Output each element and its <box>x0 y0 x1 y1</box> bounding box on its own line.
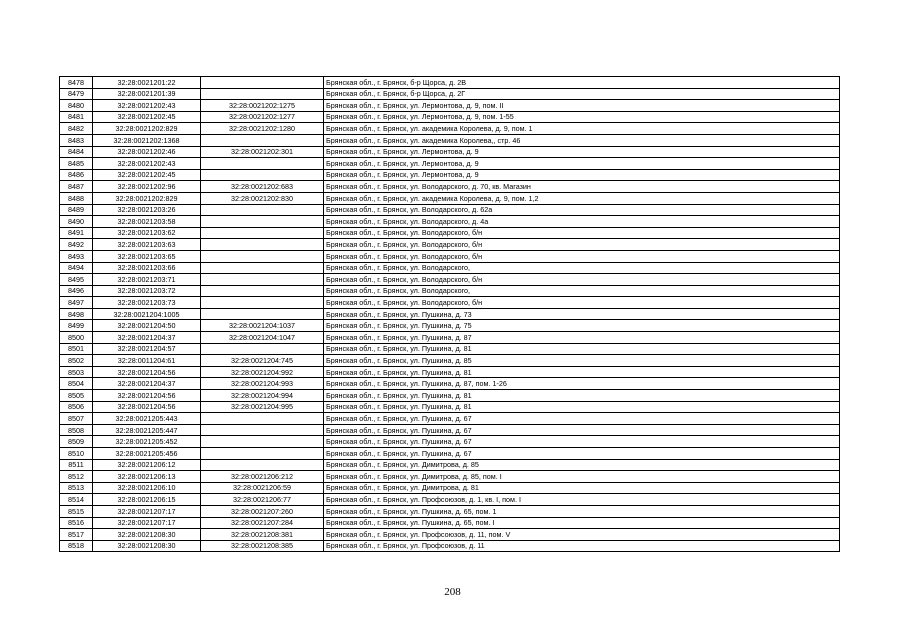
cadastral-number-cell: 32:28:0021204:37 <box>93 378 201 390</box>
cadastral-number-cell: 32:28:0021203:58 <box>93 216 201 228</box>
address-cell: Брянская обл., г. Брянск, ул. академика Королева,, стр. 46 <box>324 134 840 146</box>
cadastral-number-cell: 32:28:0021201:22 <box>93 77 201 89</box>
address-cell: Брянская обл., г. Брянск, ул. Пушкина, д. 65, пом. 1 <box>324 505 840 517</box>
table-row <box>60 448 840 460</box>
cadastral-number-cell: 32:28:0021202:45 <box>93 169 201 181</box>
row-number-cell: 8504 <box>60 378 93 390</box>
address-cell: Брянская обл., г. Брянск, ул. Пушкина, д. 85 <box>324 355 840 367</box>
address-cell: Брянская обл., г. Брянск, ул. Димитрова, д. 85 <box>324 459 840 471</box>
linked-cadastral-number-cell: 32:28:0021202:1275 <box>201 100 324 112</box>
cadastral-number-cell: 32:28:0021207:17 <box>93 517 201 529</box>
table-row <box>60 262 840 274</box>
linked-cadastral-number-cell: 32:28:0021206:77 <box>201 494 324 506</box>
table-row <box>60 482 840 494</box>
cadastral-number-cell: 32:28:0011204:61 <box>93 355 201 367</box>
linked-cadastral-number-cell: 32:28:0021206:212 <box>201 471 324 483</box>
cadastral-number-cell: 32:28:0021208:30 <box>93 540 201 552</box>
cadastral-number-cell: 32:28:0021203:71 <box>93 274 201 286</box>
table-row <box>60 123 840 135</box>
cadastral-number-cell: 32:28:0021206:10 <box>93 482 201 494</box>
row-number-cell: 8514 <box>60 494 93 506</box>
row-number-cell: 8501 <box>60 343 93 355</box>
linked-cadastral-number-cell <box>201 239 324 251</box>
linked-cadastral-number-cell: 32:28:0021204:1047 <box>201 332 324 344</box>
cadastral-number-cell: 32:28:0021207:17 <box>93 505 201 517</box>
cadastral-number-cell: 32:28:0021201:39 <box>93 88 201 100</box>
address-cell: Брянская обл., г. Брянск, ул. Пушкина, д. 87, пом. 1-26 <box>324 378 840 390</box>
linked-cadastral-number-cell: 32:28:0021208:381 <box>201 529 324 541</box>
cadastral-number-cell: 32:28:0021204:56 <box>93 390 201 402</box>
table-row <box>60 517 840 529</box>
address-cell: Брянская обл., г. Брянск, ул. Лермонтова, д. 9 <box>324 169 840 181</box>
address-cell: Брянская обл., г. Брянск, ул. Димитрова, д. 81 <box>324 482 840 494</box>
table-row <box>60 436 840 448</box>
table-row <box>60 540 840 552</box>
linked-cadastral-number-cell <box>201 459 324 471</box>
row-number-cell: 8498 <box>60 308 93 320</box>
linked-cadastral-number-cell: 32:28:0021202:683 <box>201 181 324 193</box>
row-number-cell: 8482 <box>60 123 93 135</box>
table-row <box>60 505 840 517</box>
table-row <box>60 413 840 425</box>
linked-cadastral-number-cell: 32:28:0021204:1037 <box>201 320 324 332</box>
row-number-cell: 8499 <box>60 320 93 332</box>
address-cell: Брянская обл., г. Брянск, ул. Володарского, д. 4а <box>324 216 840 228</box>
cadastral-number-cell: 32:28:0021202:1368 <box>93 134 201 146</box>
cadastral-number-cell: 32:28:0021203:66 <box>93 262 201 274</box>
address-cell: Брянская обл., г. Брянск, ул. Пушкина, д. 67 <box>324 413 840 425</box>
row-number-cell: 8479 <box>60 88 93 100</box>
address-cell: Брянская обл., г. Брянск, ул. Пушкина, д. 73 <box>324 308 840 320</box>
row-number-cell: 8511 <box>60 459 93 471</box>
table-row <box>60 390 840 402</box>
linked-cadastral-number-cell: 32:28:0021207:260 <box>201 505 324 517</box>
address-cell: Брянская обл., г. Брянск, ул. Димитрова, д. 85, пом. I <box>324 471 840 483</box>
row-number-cell: 8500 <box>60 332 93 344</box>
linked-cadastral-number-cell: 32:28:0021204:992 <box>201 366 324 378</box>
row-number-cell: 8502 <box>60 355 93 367</box>
table-row <box>60 227 840 239</box>
table-row <box>60 459 840 471</box>
table-row <box>60 181 840 193</box>
cadastral-number-cell: 32:28:0021202:829 <box>93 123 201 135</box>
table-row <box>60 297 840 309</box>
address-cell: Брянская обл., г. Брянск, ул. Профсоюзов, д. 1, кв. I, пом. I <box>324 494 840 506</box>
address-cell: Брянская обл., г. Брянск, ул. Володарского, <box>324 262 840 274</box>
linked-cadastral-number-cell <box>201 262 324 274</box>
linked-cadastral-number-cell <box>201 308 324 320</box>
row-number-cell: 8506 <box>60 401 93 413</box>
table-row <box>60 100 840 112</box>
address-cell: Брянская обл., г. Брянск, б-р Щорса, д. 2В <box>324 77 840 89</box>
address-cell: Брянская обл., г. Брянск, ул. Пушкина, д. 81 <box>324 343 840 355</box>
linked-cadastral-number-cell: 32:28:0021208:385 <box>201 540 324 552</box>
address-cell: Брянская обл., г. Брянск, ул. Володарского, <box>324 285 840 297</box>
row-number-cell: 8507 <box>60 413 93 425</box>
address-cell: Брянская обл., г. Брянск, ул. Пушкина, д. 67 <box>324 448 840 460</box>
address-cell: Брянская обл., г. Брянск, ул. Володарского, б/н <box>324 239 840 251</box>
row-number-cell: 8492 <box>60 239 93 251</box>
cadastral-number-cell: 32:28:0021205:452 <box>93 436 201 448</box>
cadastral-number-cell: 32:28:0021204:50 <box>93 320 201 332</box>
table-row <box>60 158 840 170</box>
row-number-cell: 8508 <box>60 424 93 436</box>
table-row <box>60 274 840 286</box>
linked-cadastral-number-cell <box>201 424 324 436</box>
address-cell: Брянская обл., г. Брянск, ул. Лермонтова, д. 9, пом. 1-55 <box>324 111 840 123</box>
register-table <box>59 76 840 552</box>
table-row <box>60 204 840 216</box>
table-row <box>60 169 840 181</box>
linked-cadastral-number-cell <box>201 204 324 216</box>
row-number-cell: 8487 <box>60 181 93 193</box>
cadastral-number-cell: 32:28:0021206:12 <box>93 459 201 471</box>
cadastral-number-cell: 32:28:0021203:62 <box>93 227 201 239</box>
address-cell: Брянская обл., г. Брянск, ул. Пушкина, д. 67 <box>324 436 840 448</box>
table-row <box>60 355 840 367</box>
row-number-cell: 8516 <box>60 517 93 529</box>
row-number-cell: 8489 <box>60 204 93 216</box>
linked-cadastral-number-cell <box>201 158 324 170</box>
cadastral-number-cell: 32:28:0021204:37 <box>93 332 201 344</box>
address-cell: Брянская обл., г. Брянск, ул. Пушкина, д. 65, пом. I <box>324 517 840 529</box>
table-row <box>60 529 840 541</box>
table-row <box>60 424 840 436</box>
cadastral-number-cell: 32:28:0021203:73 <box>93 297 201 309</box>
linked-cadastral-number-cell <box>201 227 324 239</box>
table-row <box>60 401 840 413</box>
row-number-cell: 8515 <box>60 505 93 517</box>
address-cell: Брянская обл., г. Брянск, б-р Щорса, д. 2Г <box>324 88 840 100</box>
table-row <box>60 88 840 100</box>
row-number-cell: 8486 <box>60 169 93 181</box>
table-row <box>60 216 840 228</box>
row-number-cell: 8517 <box>60 529 93 541</box>
linked-cadastral-number-cell <box>201 134 324 146</box>
linked-cadastral-number-cell <box>201 216 324 228</box>
table-row <box>60 378 840 390</box>
linked-cadastral-number-cell <box>201 77 324 89</box>
table-row <box>60 111 840 123</box>
register-table-body <box>60 77 840 552</box>
row-number-cell: 8485 <box>60 158 93 170</box>
linked-cadastral-number-cell <box>201 436 324 448</box>
table-row <box>60 308 840 320</box>
row-number-cell: 8483 <box>60 134 93 146</box>
address-cell: Брянская обл., г. Брянск, ул. Профсоюзов, д. 11, пом. V <box>324 529 840 541</box>
table-row <box>60 332 840 344</box>
row-number-cell: 8510 <box>60 448 93 460</box>
row-number-cell: 8493 <box>60 250 93 262</box>
cadastral-number-cell: 32:28:0021204:57 <box>93 343 201 355</box>
table-row <box>60 494 840 506</box>
cadastral-number-cell: 32:28:0021202:829 <box>93 192 201 204</box>
linked-cadastral-number-cell: 32:28:0021204:994 <box>201 390 324 402</box>
address-cell: Брянская обл., г. Брянск, ул. Пушкина, д. 67 <box>324 424 840 436</box>
row-number-cell: 8488 <box>60 192 93 204</box>
table-row <box>60 134 840 146</box>
linked-cadastral-number-cell <box>201 169 324 181</box>
linked-cadastral-number-cell <box>201 88 324 100</box>
table-row <box>60 250 840 262</box>
address-cell: Брянская обл., г. Брянск, ул. Лермонтова, д. 9 <box>324 158 840 170</box>
address-cell: Брянская обл., г. Брянск, ул. Пушкина, д. 87 <box>324 332 840 344</box>
linked-cadastral-number-cell: 32:28:0021204:745 <box>201 355 324 367</box>
address-cell: Брянская обл., г. Брянск, ул. Володарского, б/н <box>324 274 840 286</box>
cadastral-number-cell: 32:28:0021208:30 <box>93 529 201 541</box>
cadastral-number-cell: 32:28:0021203:65 <box>93 250 201 262</box>
address-cell: Брянская обл., г. Брянск, ул. Володарского, д. 62а <box>324 204 840 216</box>
cadastral-number-cell: 32:28:0021203:63 <box>93 239 201 251</box>
row-number-cell: 8497 <box>60 297 93 309</box>
linked-cadastral-number-cell: 32:28:0021204:995 <box>201 401 324 413</box>
row-number-cell: 8496 <box>60 285 93 297</box>
cadastral-number-cell: 32:28:0021206:15 <box>93 494 201 506</box>
table-row <box>60 192 840 204</box>
cadastral-number-cell: 32:28:0021205:456 <box>93 448 201 460</box>
cadastral-number-cell: 32:28:0021203:72 <box>93 285 201 297</box>
address-cell: Брянская обл., г. Брянск, ул. Володарского, д. 70, кв. Магазин <box>324 181 840 193</box>
address-cell: Брянская обл., г. Брянск, ул. Профсоюзов, д. 11 <box>324 540 840 552</box>
address-cell: Брянская обл., г. Брянск, ул. Володарского, б/н <box>324 227 840 239</box>
linked-cadastral-number-cell <box>201 285 324 297</box>
address-cell: Брянская обл., г. Брянск, ул. Пушкина, д. 81 <box>324 366 840 378</box>
row-number-cell: 8490 <box>60 216 93 228</box>
cadastral-number-cell: 32:28:0021202:96 <box>93 181 201 193</box>
table-row <box>60 471 840 483</box>
address-cell: Брянская обл., г. Брянск, ул. Пушкина, д. 81 <box>324 401 840 413</box>
linked-cadastral-number-cell <box>201 448 324 460</box>
address-cell: Брянская обл., г. Брянск, ул. Лермонтова, д. 9, пом. II <box>324 100 840 112</box>
table-row <box>60 146 840 158</box>
address-cell: Брянская обл., г. Брянск, ул. академика Королева, д. 9, пом. 1 <box>324 123 840 135</box>
table-row <box>60 285 840 297</box>
row-number-cell: 8509 <box>60 436 93 448</box>
row-number-cell: 8480 <box>60 100 93 112</box>
cadastral-number-cell: 32:28:0021204:56 <box>93 366 201 378</box>
table-row <box>60 77 840 89</box>
linked-cadastral-number-cell: 32:28:0021202:1280 <box>201 123 324 135</box>
table-row <box>60 366 840 378</box>
table-row <box>60 320 840 332</box>
address-cell: Брянская обл., г. Брянск, ул. академика Королева, д. 9, пом. 1,2 <box>324 192 840 204</box>
address-cell: Брянская обл., г. Брянск, ул. Володарского, б/н <box>324 250 840 262</box>
linked-cadastral-number-cell: 32:28:0021202:830 <box>201 192 324 204</box>
row-number-cell: 8491 <box>60 227 93 239</box>
linked-cadastral-number-cell: 32:28:0021207:284 <box>201 517 324 529</box>
linked-cadastral-number-cell: 32:28:0021202:1277 <box>201 111 324 123</box>
linked-cadastral-number-cell: 32:28:0021202:301 <box>201 146 324 158</box>
cadastral-number-cell: 32:28:0021203:26 <box>93 204 201 216</box>
row-number-cell: 8495 <box>60 274 93 286</box>
row-number-cell: 8513 <box>60 482 93 494</box>
linked-cadastral-number-cell <box>201 274 324 286</box>
cadastral-number-cell: 32:28:0021202:43 <box>93 158 201 170</box>
table-row <box>60 239 840 251</box>
row-number-cell: 8518 <box>60 540 93 552</box>
row-number-cell: 8481 <box>60 111 93 123</box>
table-row <box>60 343 840 355</box>
row-number-cell: 8478 <box>60 77 93 89</box>
cadastral-number-cell: 32:28:0021204:1005 <box>93 308 201 320</box>
row-number-cell: 8512 <box>60 471 93 483</box>
page-number: 208 <box>444 586 461 598</box>
cadastral-number-cell: 32:28:0021206:13 <box>93 471 201 483</box>
address-cell: Брянская обл., г. Брянск, ул. Володарского, б/н <box>324 297 840 309</box>
linked-cadastral-number-cell <box>201 343 324 355</box>
cadastral-number-cell: 32:28:0021202:43 <box>93 100 201 112</box>
linked-cadastral-number-cell <box>201 297 324 309</box>
row-number-cell: 8503 <box>60 366 93 378</box>
address-cell: Брянская обл., г. Брянск, ул. Пушкина, д. 75 <box>324 320 840 332</box>
address-cell: Брянская обл., г. Брянск, ул. Пушкина, д. 81 <box>324 390 840 402</box>
row-number-cell: 8494 <box>60 262 93 274</box>
cadastral-number-cell: 32:28:0021202:46 <box>93 146 201 158</box>
cadastral-number-cell: 32:28:0021204:56 <box>93 401 201 413</box>
linked-cadastral-number-cell <box>201 250 324 262</box>
cadastral-number-cell: 32:28:0021205:447 <box>93 424 201 436</box>
address-cell: Брянская обл., г. Брянск, ул. Лермонтова, д. 9 <box>324 146 840 158</box>
linked-cadastral-number-cell: 32:28:0021204:993 <box>201 378 324 390</box>
linked-cadastral-number-cell <box>201 413 324 425</box>
row-number-cell: 8484 <box>60 146 93 158</box>
linked-cadastral-number-cell: 32:28:0021206:59 <box>201 482 324 494</box>
cadastral-number-cell: 32:28:0021205:443 <box>93 413 201 425</box>
row-number-cell: 8505 <box>60 390 93 402</box>
cadastral-number-cell: 32:28:0021202:45 <box>93 111 201 123</box>
